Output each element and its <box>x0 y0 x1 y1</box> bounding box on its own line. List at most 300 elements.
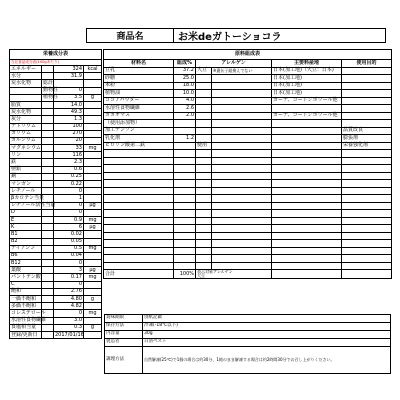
nutrition-item: 銅 <box>10 173 42 180</box>
nutrition-row <box>10 296 102 303</box>
raw-allergen <box>196 112 212 120</box>
nutrition-value: 3.0 <box>54 317 84 324</box>
raw-allergen <box>196 82 212 90</box>
raw-origin: ガーナ、コートジボワール他 <box>272 97 342 105</box>
nutrition-item: 炭水化物 <box>10 109 42 116</box>
raw-percent: 10.0 <box>174 90 196 98</box>
nutrition-row <box>10 303 102 310</box>
nutrition-unit: mg <box>84 310 102 317</box>
nutrition-sub <box>42 101 54 108</box>
raw-name <box>104 157 174 165</box>
info-value: 自然解凍(25℃)で1個の場合は約30分、1箱のまま解凍する場合は約2時間30分でお召し上がりください。 <box>143 347 391 374</box>
raw-row <box>104 225 392 233</box>
nutrition-sub <box>42 66 54 73</box>
raw-percent <box>174 232 196 240</box>
nutrition-item <box>10 87 42 94</box>
nutrition-unit: g <box>84 94 102 101</box>
raw-total-value: 100% <box>174 270 196 279</box>
raw-row <box>104 165 392 173</box>
raw-percent: 18.0 <box>174 82 196 90</box>
nutrition-item: D <box>10 209 42 216</box>
nutrition-row <box>10 324 102 331</box>
raw-allergen-value: 大豆 <box>197 273 205 278</box>
raw-name <box>104 262 174 270</box>
nutrition-value: 0.05 <box>54 238 84 245</box>
nutrition-sub <box>42 181 54 188</box>
nutrition-row <box>10 166 102 173</box>
raw-purpose <box>342 217 392 225</box>
nutrition-item: 葉酸 <box>10 267 42 274</box>
raw-name <box>104 247 174 255</box>
product-header <box>86 28 386 43</box>
raw-allergen <box>196 232 212 240</box>
nutrition-row <box>10 181 102 188</box>
raw-name <box>104 232 174 240</box>
raw-origin <box>272 172 342 180</box>
nutrition-unit <box>84 181 102 188</box>
raw-header-cell: 材料名 <box>104 60 174 68</box>
raw-percent: 1.2 <box>174 135 196 143</box>
nutrition-value: 1 <box>54 195 84 202</box>
nutrition-item: カルシウム <box>10 137 42 144</box>
raw-purpose <box>342 262 392 270</box>
raw-gm-note <box>212 195 272 203</box>
raw-gm-note <box>212 172 272 180</box>
nutrition-value: 270 <box>54 130 84 137</box>
nutrition-sub <box>42 209 54 216</box>
nutrition-row <box>10 245 102 252</box>
raw-gm-note <box>212 210 272 218</box>
raw-purpose <box>342 180 392 188</box>
nutrition-item: 登録/更新日 <box>10 331 42 338</box>
raw-origin <box>272 262 342 270</box>
nutrition-sub <box>42 331 54 338</box>
nutrition-row <box>10 260 102 267</box>
nutrition-value: 6 <box>54 224 84 231</box>
info-value: 冷凍(-18℃以下) <box>143 323 391 331</box>
nutrition-row <box>10 231 102 238</box>
raw-gm-note <box>212 150 272 158</box>
nutrition-row <box>10 288 102 295</box>
raw-allergen: 使用 <box>196 142 212 150</box>
raw-gm-note <box>212 120 272 128</box>
raw-gm-note <box>212 97 272 105</box>
nutrition-unit <box>84 166 102 173</box>
nutrition-unit <box>84 281 102 288</box>
raw-percent <box>174 225 196 233</box>
raw-allergen <box>196 240 212 248</box>
nutrition-sub <box>42 245 54 252</box>
raw-percent: 37.2 <box>174 67 196 75</box>
nutrition-sub <box>42 116 54 123</box>
raw-row <box>104 262 392 270</box>
nutrition-unit <box>84 209 102 216</box>
raw-percent <box>174 187 196 195</box>
nutrition-sub <box>42 109 54 116</box>
raw-gm-note <box>212 165 272 173</box>
nutrition-item <box>10 94 42 101</box>
raw-row <box>104 180 392 188</box>
raw-allergen <box>196 90 212 98</box>
raw-gm-note: ※遺伝子組換えでない <box>212 67 272 75</box>
nutrition-row <box>10 152 102 159</box>
raw-purpose <box>342 67 392 75</box>
nutrition-unit <box>84 137 102 144</box>
raw-row <box>104 247 392 255</box>
nutrition-row <box>10 209 102 216</box>
nutrition-unit <box>84 101 102 108</box>
nutrition-item: 灰分 <box>10 116 42 123</box>
raw-purpose <box>342 187 392 195</box>
raw-name: 植物油 <box>104 90 174 98</box>
raw-percent <box>174 172 196 180</box>
raw-allergen <box>196 217 212 225</box>
info-label: 賞味期限 <box>105 315 143 323</box>
nutrition-unit <box>84 116 102 123</box>
raw-name <box>104 180 174 188</box>
nutrition-sub <box>42 224 54 231</box>
nutrition-unit: g <box>84 296 102 303</box>
info-label: 内容量 <box>105 331 143 339</box>
raw-name <box>104 172 174 180</box>
nutrition-value: 1.3 <box>54 116 84 123</box>
nutrition-sub <box>42 274 54 281</box>
nutrition-unit: μg <box>84 202 102 209</box>
raw-row <box>104 187 392 195</box>
nutrition-unit <box>84 130 102 137</box>
nutrition-value: 324 <box>54 66 84 73</box>
nutrition-unit <box>84 331 102 338</box>
nutrition-title: 栄養成分表 <box>10 50 102 60</box>
raw-name <box>104 217 174 225</box>
nutrition-title-row <box>10 50 102 60</box>
nutrition-row <box>10 274 102 281</box>
info-row <box>105 315 391 323</box>
nutrition-row <box>10 94 102 101</box>
raw-gm-note <box>212 75 272 83</box>
nutrition-unit <box>84 252 102 259</box>
nutrition-unit <box>84 159 102 166</box>
nutrition-row <box>10 73 102 80</box>
raw-name <box>104 187 174 195</box>
info-label: 調理方法 <box>105 347 143 374</box>
nutrition-sub <box>42 267 54 274</box>
nutrition-row <box>10 130 102 137</box>
raw-total-empty <box>272 270 342 279</box>
raw-purpose <box>342 202 392 210</box>
raw-gm-note <box>212 142 272 150</box>
info-row <box>105 347 391 374</box>
info-label: 保存方法 <box>105 323 143 331</box>
raw-material-table <box>103 49 392 279</box>
nutrition-sub <box>42 152 54 159</box>
raw-header-row <box>104 60 392 68</box>
raw-purpose <box>342 210 392 218</box>
raw-origin: 日本(加工地) <box>272 75 342 83</box>
raw-gm-note <box>212 202 272 210</box>
raw-origin <box>272 187 342 195</box>
nutrition-row <box>10 224 102 231</box>
raw-allergen <box>196 202 212 210</box>
raw-row <box>104 127 392 135</box>
nutrition-item: B6 <box>10 252 42 259</box>
raw-allergen <box>196 225 212 233</box>
nutrition-row <box>10 238 102 245</box>
raw-purpose <box>342 97 392 105</box>
raw-origin: ガーナ、コートジボワール他 <box>272 112 342 120</box>
raw-name: （使用添加物） <box>104 120 174 128</box>
raw-origin <box>272 255 342 263</box>
raw-total-empty <box>342 270 392 279</box>
nutrition-sub <box>42 281 54 288</box>
raw-gm-note <box>212 225 272 233</box>
raw-percent <box>174 262 196 270</box>
nutrition-value: 0 <box>54 310 84 317</box>
raw-row <box>104 210 392 218</box>
raw-allergen <box>196 247 212 255</box>
nutrition-value: 14.0 <box>54 101 84 108</box>
raw-name <box>104 165 174 173</box>
nutrition-row <box>10 195 102 202</box>
nutrition-sub <box>42 188 54 195</box>
nutrition-value: 33 <box>54 145 84 152</box>
raw-allergen <box>196 187 212 195</box>
nutrition-item: B12 <box>10 260 42 267</box>
nutrition-note: 当社食品成分表(100gあたり) <box>10 60 102 66</box>
raw-name <box>104 150 174 158</box>
raw-row <box>104 232 392 240</box>
nutrition-value: 0.04 <box>54 252 84 259</box>
nutrition-item: 一価不飽和 <box>10 296 42 303</box>
raw-row <box>104 142 392 150</box>
nutrition-item: K <box>10 224 42 231</box>
nutrition-unit: μg <box>84 267 102 274</box>
raw-name <box>104 240 174 248</box>
nutrition-value: 4.82 <box>54 303 84 310</box>
raw-origin <box>272 240 342 248</box>
nutrition-item: マグネシウム <box>11 144 41 151</box>
nutrition-sub <box>42 303 54 310</box>
nutrition-item: βカロテン当量 <box>11 194 44 201</box>
raw-gm-note <box>212 82 272 90</box>
nutrition-value: 0.02 <box>54 231 84 238</box>
raw-percent <box>174 142 196 150</box>
raw-percent <box>174 195 196 203</box>
nutrition-sub <box>42 123 54 130</box>
raw-name <box>104 255 174 263</box>
raw-purpose <box>342 172 392 180</box>
nutrition-value: 31.9 <box>54 73 84 80</box>
nutrition-unit: mg <box>84 145 102 152</box>
nutrition-value: 49.3 <box>54 109 84 116</box>
raw-origin <box>272 135 342 143</box>
raw-purpose <box>342 255 392 263</box>
raw-row <box>104 195 392 203</box>
nutrition-item: ナトリウム <box>10 123 42 130</box>
raw-row <box>104 120 392 128</box>
raw-row <box>104 150 392 158</box>
raw-purpose <box>342 247 392 255</box>
info-value: 別紙記載 <box>143 315 391 323</box>
raw-gm-note <box>212 255 272 263</box>
raw-header-cell: 主要料産地 <box>272 60 342 68</box>
raw-purpose <box>342 165 392 173</box>
raw-name: ココアパウダー <box>104 97 174 105</box>
nutrition-value: 0.17 <box>54 274 84 281</box>
raw-row <box>104 240 392 248</box>
nutrition-value: 20 <box>54 137 84 144</box>
nutrition-value: 2.3 <box>54 159 84 166</box>
nutrition-value: 0.22 <box>54 181 84 188</box>
raw-origin <box>272 120 342 128</box>
raw-row <box>104 172 392 180</box>
raw-allergen <box>196 127 212 135</box>
nutrition-row <box>10 173 102 180</box>
nutrition-value: 0.25 <box>54 173 84 180</box>
nutrition-sub <box>42 137 54 144</box>
raw-purpose: 栄養強化剤 <box>342 142 392 150</box>
raw-name: 砂糖 <box>104 75 174 83</box>
raw-row <box>104 82 392 90</box>
info-row <box>105 339 391 347</box>
raw-gm-note <box>212 217 272 225</box>
raw-gm-note <box>212 105 272 113</box>
raw-percent <box>174 120 196 128</box>
raw-gm-note <box>212 232 272 240</box>
nutrition-item: エネルギー <box>10 66 42 73</box>
raw-title-row <box>104 50 392 60</box>
raw-origin <box>272 142 342 150</box>
raw-percent: 2.0 <box>174 112 196 120</box>
nutrition-item: 脂質 <box>10 101 42 108</box>
raw-gm-note <box>212 135 272 143</box>
raw-purpose: 品質改良 <box>342 127 392 135</box>
raw-purpose <box>342 112 392 120</box>
raw-row <box>104 75 392 83</box>
raw-allergen <box>196 180 212 188</box>
nutrition-unit <box>84 231 102 238</box>
nutrition-sub: 動物性 <box>43 87 59 94</box>
nutrition-row <box>10 145 102 152</box>
nutrition-value: 0 <box>54 260 84 267</box>
nutrition-sub: 総計 <box>43 79 54 86</box>
raw-percent <box>174 217 196 225</box>
raw-origin <box>272 127 342 135</box>
raw-name: ピロリン酸第二鉄 <box>104 142 174 150</box>
nutrition-unit <box>84 260 102 267</box>
nutrition-unit <box>84 152 102 159</box>
raw-origin: 日本(加工地) <box>272 90 342 98</box>
nutrition-row <box>10 252 102 259</box>
nutrition-row <box>10 188 102 195</box>
raw-allergen <box>196 135 212 143</box>
raw-row <box>104 67 392 75</box>
nutrition-item: E <box>10 216 42 223</box>
nutrition-row <box>10 123 102 130</box>
raw-name <box>104 195 174 203</box>
nutrition-sub <box>42 238 54 245</box>
info-value: 30g <box>143 331 391 339</box>
raw-allergen-label: 表示対象アレルゲン <box>197 269 233 274</box>
raw-row <box>104 90 392 98</box>
raw-purpose <box>342 75 392 83</box>
raw-name: 乳化剤 <box>104 135 174 143</box>
nutrition-value: 0 <box>54 209 84 216</box>
raw-origin <box>272 225 342 233</box>
nutrition-sub <box>42 130 54 137</box>
nutrition-unit <box>84 87 102 94</box>
raw-title: 原料組成表 <box>104 50 392 60</box>
nutrition-item: B1 <box>10 231 42 238</box>
raw-gm-note <box>212 240 272 248</box>
nutrition-row <box>10 310 102 317</box>
raw-gm-note <box>212 157 272 165</box>
nutrition-row <box>10 159 102 166</box>
raw-header-cell: 使用目的 <box>342 60 392 68</box>
nutrition-unit <box>84 317 102 324</box>
raw-percent: 2.6 <box>174 105 196 113</box>
raw-row <box>104 157 392 165</box>
raw-gm-note <box>212 180 272 188</box>
raw-name <box>104 202 174 210</box>
raw-purpose <box>342 225 392 233</box>
raw-allergen <box>196 120 212 128</box>
nutrition-unit <box>84 73 102 80</box>
raw-gm-note <box>212 112 272 120</box>
nutrition-unit: mg <box>84 245 102 252</box>
nutrition-sub <box>42 252 54 259</box>
raw-row <box>104 202 392 210</box>
nutrition-item: パントテン酸 <box>11 274 41 281</box>
raw-name: 豆乳 <box>104 67 174 75</box>
nutrition-value: 100 <box>54 123 84 130</box>
nutrition-row <box>10 331 102 338</box>
nutrition-item: C <box>10 281 42 288</box>
raw-name: 米粉 <box>104 82 174 90</box>
raw-purpose <box>342 157 392 165</box>
raw-origin: 日本(加工地)（大豆：日本) <box>272 67 342 75</box>
nutrition-item: 水溶性食物繊維 <box>11 317 47 324</box>
nutrition-value: 0.9 <box>54 216 84 223</box>
raw-origin <box>272 202 342 210</box>
nutrition-table <box>9 49 102 339</box>
info-label: 製造者 <box>105 339 143 347</box>
nutrition-value: 116 <box>54 152 84 159</box>
nutrition-value: 2.76 <box>54 288 84 295</box>
nutrition-row <box>10 80 102 87</box>
raw-origin <box>272 105 342 113</box>
nutrition-unit: kcal <box>84 66 102 73</box>
nutrition-row <box>10 116 102 123</box>
nutrition-unit <box>84 188 102 195</box>
raw-percent <box>174 157 196 165</box>
nutrition-value: 0.3 <box>54 324 84 331</box>
nutrition-item: B2 <box>10 238 42 245</box>
raw-percent <box>174 202 196 210</box>
raw-allergen <box>196 97 212 105</box>
raw-allergen <box>196 150 212 158</box>
nutrition-sub <box>42 145 54 152</box>
nutrition-value: 0 <box>54 188 84 195</box>
raw-purpose <box>342 120 392 128</box>
raw-origin <box>272 247 342 255</box>
nutrition-sub <box>42 159 54 166</box>
raw-row <box>104 97 392 105</box>
nutrition-value: 0 <box>54 87 84 94</box>
nutrition-item: レチノール <box>10 188 42 195</box>
nutrition-row <box>10 66 102 73</box>
nutrition-value: 0 <box>54 281 84 288</box>
